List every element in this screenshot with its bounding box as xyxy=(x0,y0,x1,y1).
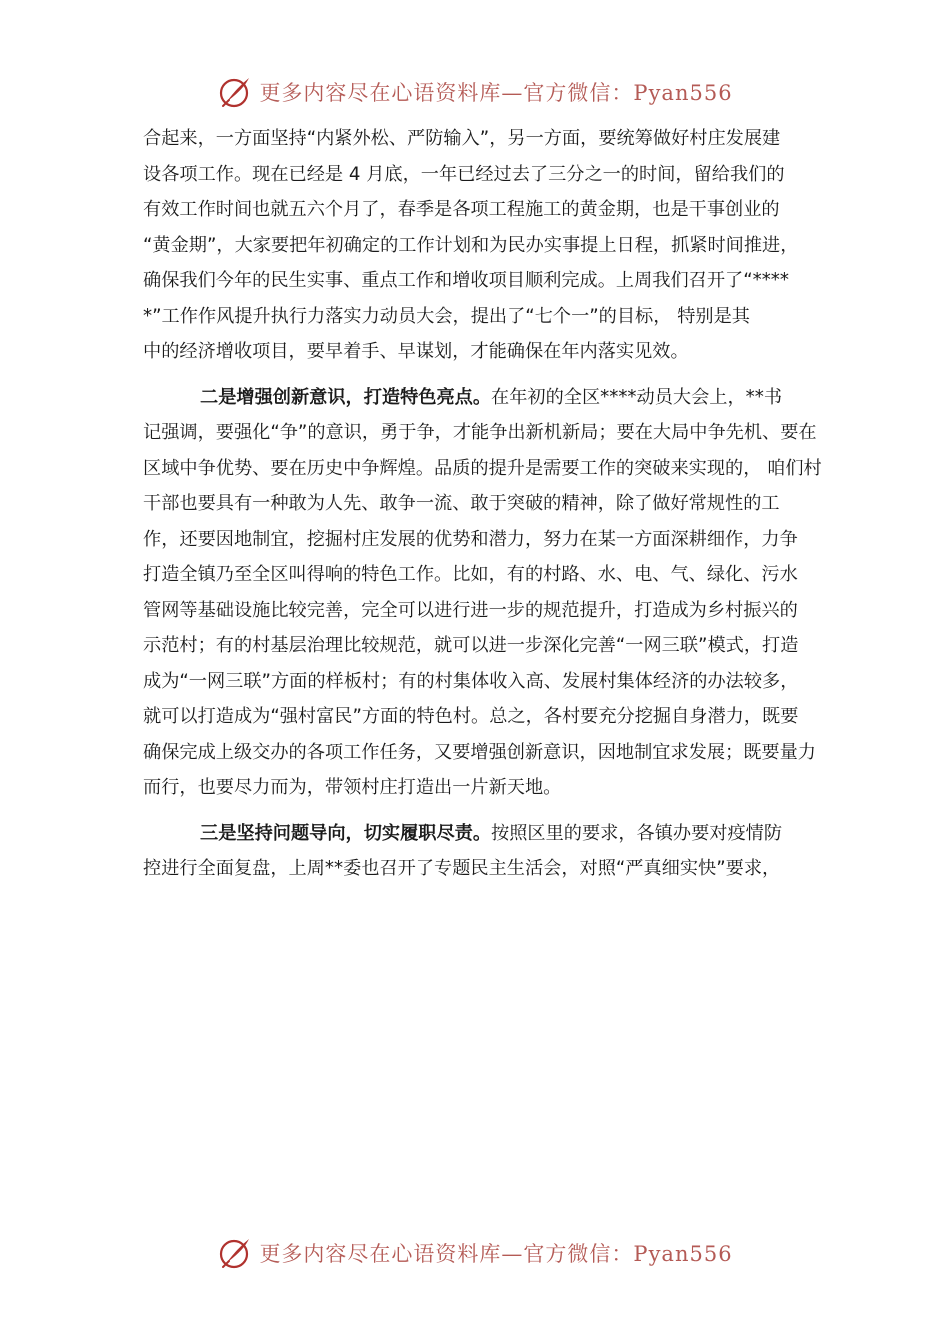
text-line: 中的经济增收项目，要早着手、早谋划，才能确保在年内落实见效。 xyxy=(143,341,689,362)
text-line: 有效工作时间也就五六个月了，春季是各项工程施工的黄金期，也是干事创业的 xyxy=(143,199,780,220)
text-line: 确保完成上级交办的各项工作任务，又要增强创新意识，因地制宜求发展；既要量力 xyxy=(143,741,816,763)
quill-logo-icon xyxy=(217,1235,253,1271)
quill-logo-icon xyxy=(217,74,253,110)
text-line: 控进行全面复盘，上周**委也召开了专题民主生活会，对照“严真细实快”要求， xyxy=(143,858,781,879)
text-line: “黄金期”，大家要把年初确定的工作计划和为民办实事提上日程，抓紧时间推进， xyxy=(143,234,799,256)
text-line: 确保我们今年的民生实事、重点工作和增收项目顺利完成。上周我们召开了“**** xyxy=(143,270,789,291)
header-banner xyxy=(0,70,950,114)
text-line: 记强调，要强化“争”的意识，勇于争，才能争出新机新局；要在大局中争先机、要在 xyxy=(143,422,817,443)
section-heading: 二是增强创新意识，打造特色亮点。 xyxy=(200,386,492,408)
text-line: 管网等基础设施比较完善，完全可以进行进一步的规范提升，打造成为乡村振兴的 xyxy=(143,599,798,621)
paragraph-2 xyxy=(143,380,822,806)
header-text: 更多内容尽在心语资料库—官方微信：Pyan556 xyxy=(259,81,733,105)
footer-text: 更多内容尽在心语资料库—官方微信：Pyan556 xyxy=(259,1242,733,1266)
text-line: 作，还要因地制宜，挖掘村庄发展的优势和潜力，努力在某一方面深耕细作，力争 xyxy=(143,528,798,550)
paragraph-first-line xyxy=(143,816,815,852)
text-line: 区域中争优势、要在历史中争辉煌。品质的提升是需要工作的突破来实现的， 咱们村 xyxy=(143,457,822,479)
text-span: 按照区里的要求，各镇办要对疫情防 xyxy=(491,822,783,844)
document-body xyxy=(143,121,822,887)
text-line: 干部也要具有一种敢为人先、敢争一流、敢于突破的精神，除了做好常规性的工 xyxy=(143,493,780,514)
section-heading: 三是坚持问题导向，切实履职尽责。 xyxy=(200,822,492,844)
text-line: 设各项工作。现在已经是 4 月底，一年已经过去了三分之一的时间，留给我们的 xyxy=(143,163,785,185)
paragraph-1 xyxy=(143,121,815,370)
paragraph-first-line xyxy=(143,380,815,416)
text-line: 示范村；有的村基层治理比较规范，就可以进一步深化完善“一网三联”模式，打造 xyxy=(143,635,799,656)
paragraph-3 xyxy=(143,816,815,887)
text-line: 合起来，一方面坚持“内紧外松、严防输入”，另一方面，要统筹做好村庄发展建 xyxy=(143,128,781,149)
text-span: 在年初的全区****动员大会上，**书 xyxy=(491,386,783,408)
text-line: 打造全镇乃至全区叫得响的特色工作。比如，有的村路、水、电、气、绿化、污水 xyxy=(143,564,798,585)
text-line: 而行，也要尽力而为，带领村庄打造出一片新天地。 xyxy=(143,777,562,798)
text-line: 就可以打造成为“强村富民”方面的特色村。总之，各村要充分挖掘自身潜力，既要 xyxy=(143,706,799,727)
text-line: 成为“一网三联”方面的样板村；有的村集体收入高、发展村集体经济的办法较多， xyxy=(143,670,799,692)
footer-banner xyxy=(0,1231,950,1275)
text-line: *”工作作风提升执行力落实力动员大会，提出了“七个一”的目标， 特别是其 xyxy=(143,305,750,327)
